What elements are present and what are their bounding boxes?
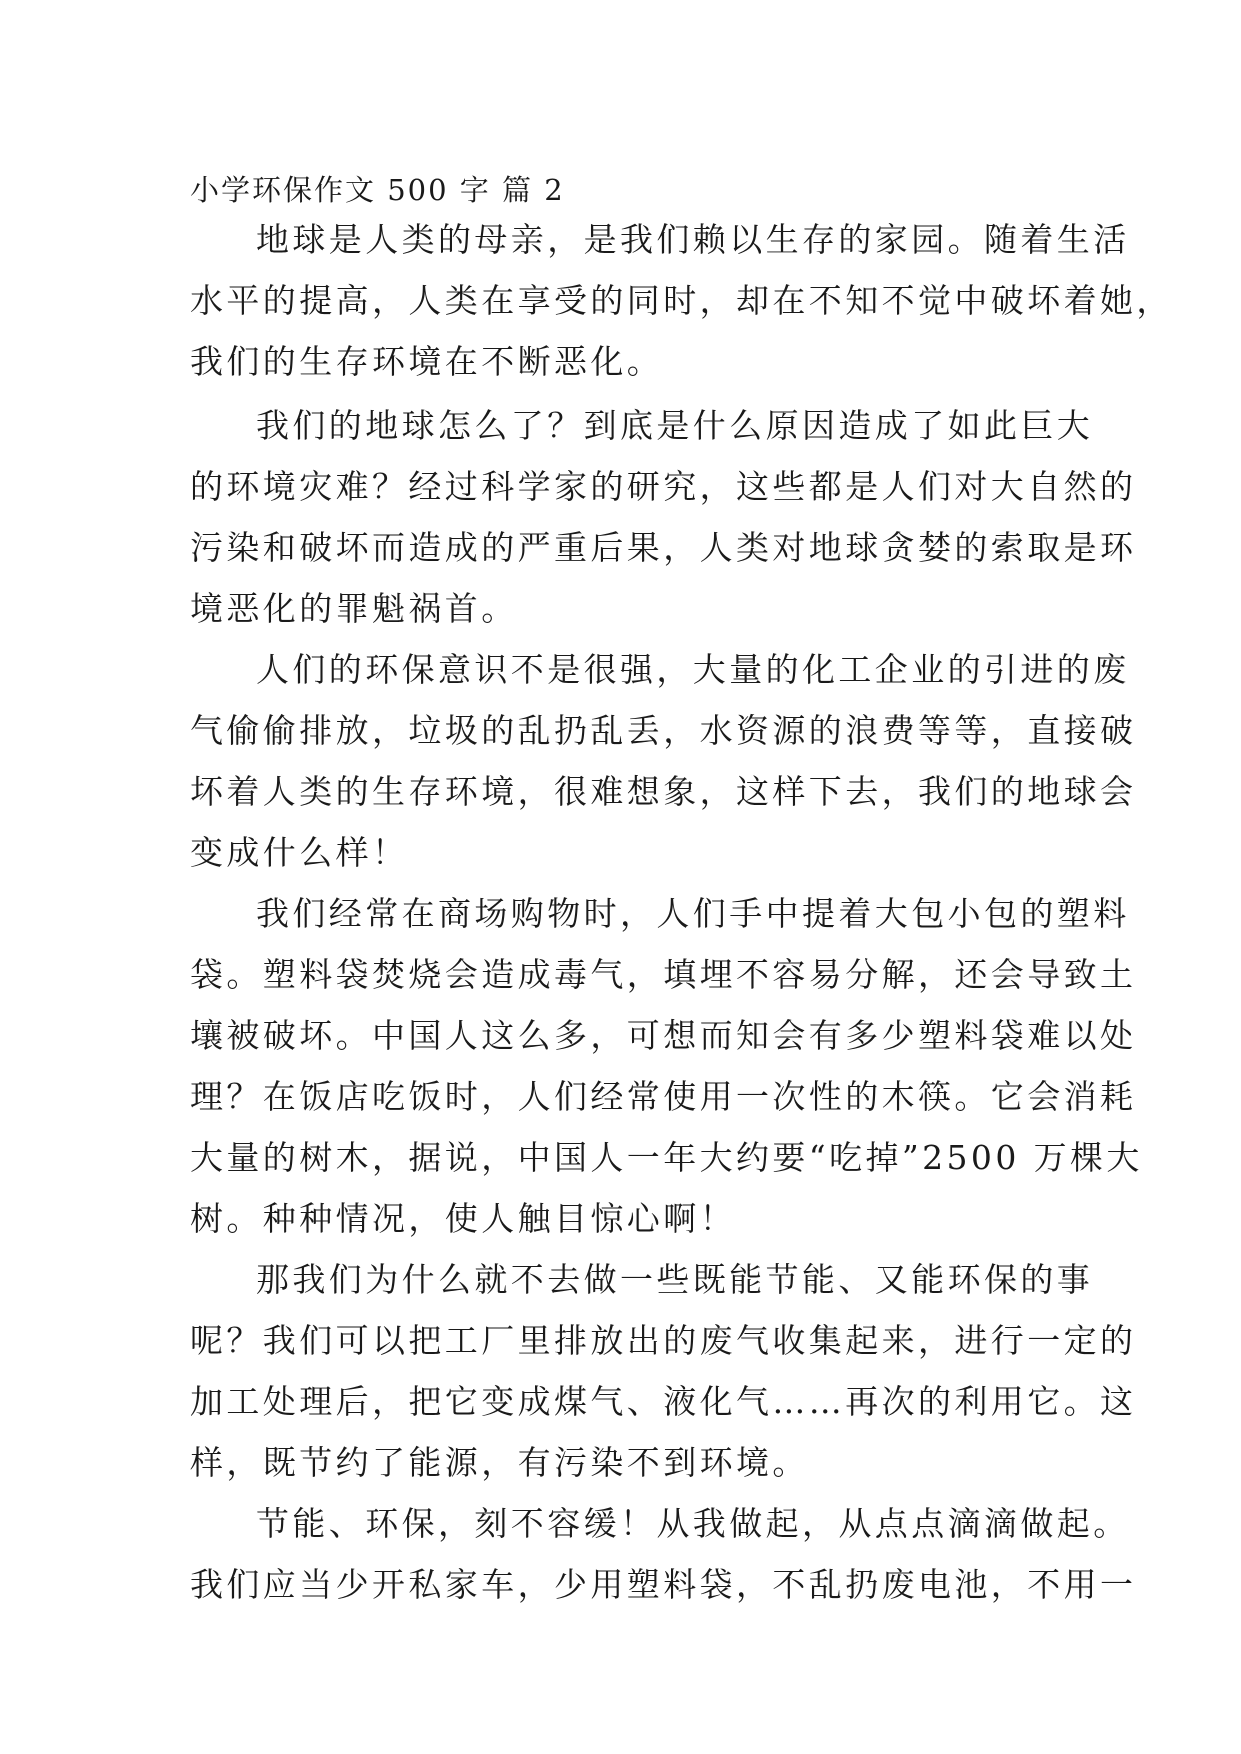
paragraph-1-line-1: 地球是人类的母亲，是我们赖以生存的家园。随着生活 — [256, 220, 1130, 259]
paragraph-5-line-1: 那我们为什么就不去做一些既能节能、又能环保的事 — [256, 1260, 1094, 1299]
paragraph-2-line-1: 我们的地球怎么了？到底是什么原因造成了如此巨大 — [256, 406, 1094, 445]
paragraph-4-line-2: 袋。塑料袋焚烧会造成毒气，填埋不容易分解，还会导致土 — [190, 955, 1137, 994]
paragraph-4-line-4: 理？在饭店吃饭时，人们经常使用一次性的木筷。它会消耗 — [190, 1077, 1137, 1116]
paragraph-4-line-6: 树。种种情况，使人触目惊心啊！ — [190, 1199, 736, 1238]
paragraph-6-line-1: 节能、环保，刻不容缓！从我做起，从点点滴滴做起。 — [256, 1504, 1130, 1543]
paragraph-2-line-4: 境恶化的罪魁祸首。 — [190, 589, 518, 628]
essay-title: 小学环保作文 500 字 篇 2 — [190, 173, 565, 207]
paragraph-3-line-1: 人们的环保意识不是很强，大量的化工企业的引进的废 — [256, 650, 1130, 689]
paragraph-2-line-3: 污染和破坏而造成的严重后果，人类对地球贪婪的索取是环 — [190, 528, 1137, 567]
paragraph-2-line-2: 的环境灾难？经过科学家的研究，这些都是人们对大自然的 — [190, 467, 1137, 506]
paragraph-5-line-3: 加工处理后，把它变成煤气、液化气……再次的利用它。这 — [190, 1382, 1137, 1421]
paragraph-6-line-2: 我们应当少开私家车，少用塑料袋，不乱扔废电池，不用一 — [190, 1565, 1137, 1604]
paragraph-5-line-2: 呢？我们可以把工厂里排放出的废气收集起来，进行一定的 — [190, 1321, 1137, 1360]
paragraph-1-line-2: 水平的提高，人类在享受的同时，却在不知不觉中破坏着她， — [190, 281, 1173, 320]
paragraph-3-line-4: 变成什么样！ — [190, 833, 409, 872]
paragraph-4-line-5: 大量的树木，据说，中国人一年大约要“吃掉”2500 万棵大 — [190, 1138, 1143, 1177]
paragraph-3-line-2: 气偷偷排放，垃圾的乱扔乱丢，水资源的浪费等等，直接破 — [190, 711, 1137, 750]
paragraph-4-line-3: 壤被破坏。中国人这么多，可想而知会有多少塑料袋难以处 — [190, 1016, 1137, 1055]
paragraph-5-line-4: 样，既节约了能源，有污染不到环境。 — [190, 1443, 809, 1482]
paragraph-4-line-1: 我们经常在商场购物时，人们手中提着大包小包的塑料 — [256, 894, 1130, 933]
paragraph-1-line-3: 我们的生存环境在不断恶化。 — [190, 342, 664, 381]
paragraph-3-line-3: 坏着人类的生存环境，很难想象，这样下去，我们的地球会 — [190, 772, 1137, 811]
